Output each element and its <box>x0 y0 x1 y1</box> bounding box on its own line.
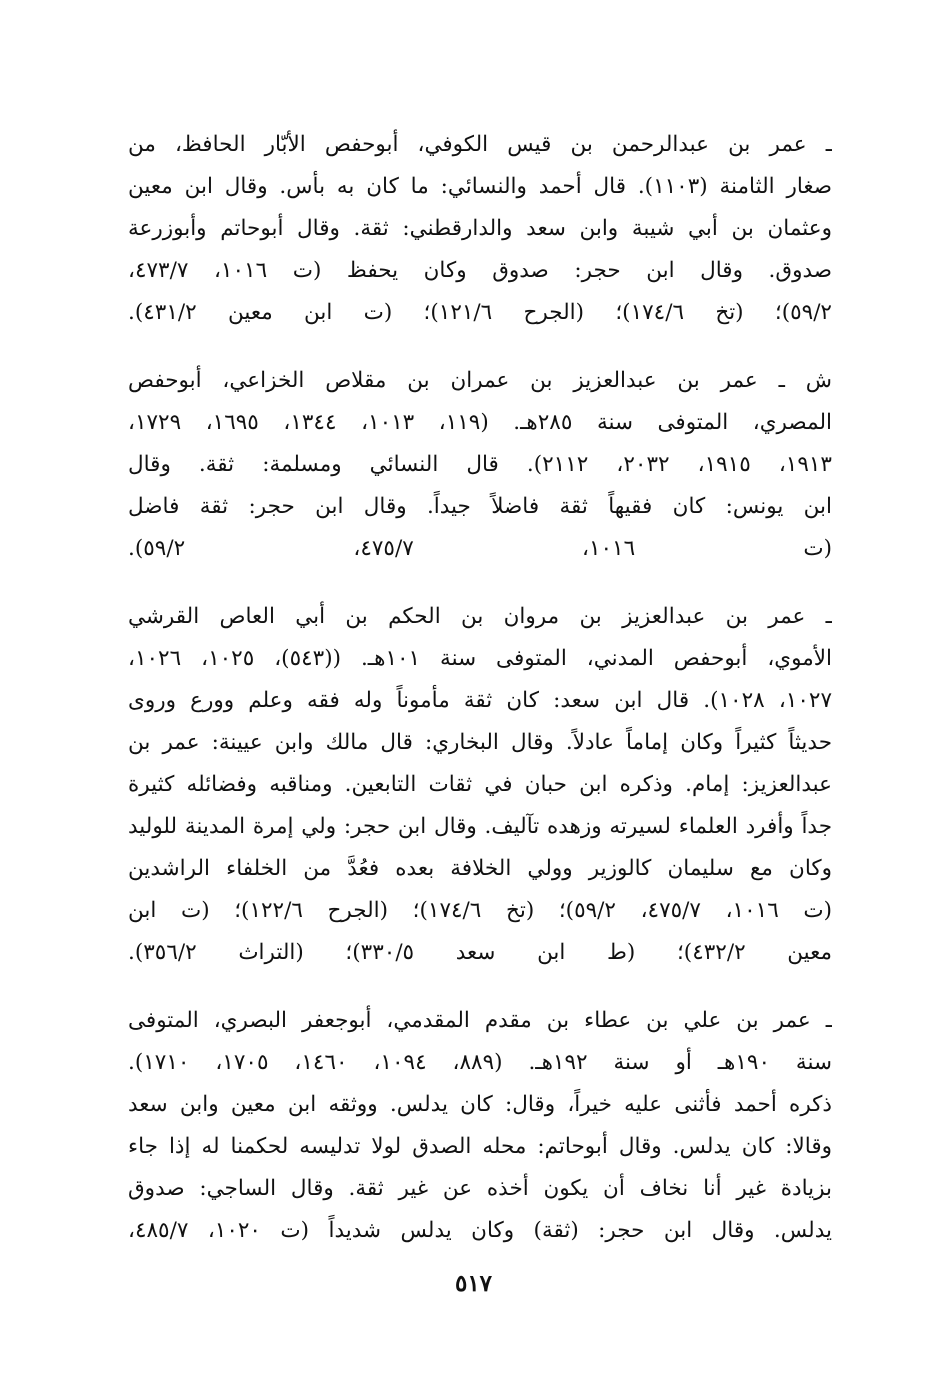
text-line: (ت ١٠١٦، ٤٧٥/٧، ٥٩/٢). <box>128 536 832 561</box>
text-line: ٥٩/٢)؛ (تخ ١٧٤/٦)؛ (الجرح ١٢١/٦)؛ (ت ابن معين ٤٣١/٢). <box>128 300 832 325</box>
text-line: حديثاً كثيراً وكان إماماً عادلاً. وقال البخاري: قال مالك وابن عيينة: عمر بن <box>128 730 832 755</box>
text-line: ـ عمر بن عبدالعزيز بن مروان بن الحكم بن أبي العاص القرشي <box>128 604 832 629</box>
text-line: ـ عمر بن علي بن عطاء بن مقدم المقدمي، أبوجعفر البصري، المتوفى <box>128 1008 832 1033</box>
text-line: ـ عمر بن عبدالرحمن بن قيس الكوفي، أبوحفص الأبّار الحافظ، من <box>128 132 832 157</box>
text-line: صغار الثامنة (١١٠٣). قال أحمد والنسائي: ما كان به بأس. وقال ابن معين <box>128 174 832 199</box>
text-line: الأموي، أبوحفص المدني، المتوفى سنة ١٠١هـ. ((٥٤٣)، ١٠٢٥، ١٠٢٦، <box>128 646 832 671</box>
text-line: ابن يونس: كان فقيهاً ثقة فاضلاً جيداً. وقال ابن حجر: ثقة فاضل <box>128 494 832 519</box>
text-line: ١٩١٣، ١٩١٥، ٢٠٣٢، ٢١١٢). قال النسائي ومسلمة: ثقة. وقال <box>128 452 832 477</box>
text-line: وكان مع سليمان كالوزير وولي الخلافة بعده فعُدَّ من الخلفاء الراشدين <box>128 856 832 881</box>
text-line: معين ٤٣٢/٢)؛ (ط ابن سعد ٣٣٠/٥)؛ (التراث ٣٥٦/٢). <box>128 940 832 965</box>
entry-umar-ibn-abdulrahman <box>128 124 832 334</box>
text-line: عبدالعزيز: إمام. وذكره ابن حبان في ثقات التابعين. ومناقبه وفضائله كثيرة <box>128 772 832 797</box>
text-line: وقالا: كان يدلس. وقال أبوحاتم: محله الصدق لولا تدليسه لحكمنا له إذا جاء <box>128 1134 832 1159</box>
text-line: صدوق. وقال ابن حجر: صدوق وكان يحفظ (ت ١٠١٦، ٤٧٣/٧، <box>128 258 832 283</box>
text-line: جداً وأفرد العلماء لسيرته وزهده تآليف. وقال ابن حجر: ولي إمرة المدينة للوليد <box>128 814 832 839</box>
entry-umar-ibn-ali <box>128 1000 832 1252</box>
text-line: سنة ١٩٠هـ أو سنة ١٩٢هـ. (٨٨٩، ١٠٩٤، ١٤٦٠، ١٧٠٥، ١٧١٠). <box>128 1050 832 1075</box>
text-line: وعثمان بن أبي شيبة وابن سعد والدارقطني: ثقة. وقال أبوحاتم وأبوزرعة <box>128 216 832 241</box>
entry-umar-ibn-abdulaziz-ibn-imran <box>128 360 832 570</box>
text-line: بزيادة غير أنا نخاف أن يكون أخذه عن غير ثقة. وقال الساجي: صدوق <box>128 1176 832 1201</box>
text-line: المصري، المتوفى سنة ٢٨٥هـ. (١١٩، ١٠١٣، ١٣٤٤، ١٦٩٥، ١٧٢٩، <box>128 410 832 435</box>
text-line: ش ـ عمر بن عبدالعزيز بن عمران بن مقلاص الخزاعي، أبوحفص <box>128 368 832 393</box>
entry-umar-ibn-abdulaziz-ibn-marwan <box>128 596 832 974</box>
text-line: (ت ١٠١٦، ٤٧٥/٧، ٥٩/٢)؛ (تخ ١٧٤/٦)؛ (الجرح ١٢٢/٦)؛ (ت ابن <box>128 898 832 923</box>
text-line: ذكره أحمد فأثنى عليه خيراً، وقال: كان يدلس. ووثقه ابن معين وابن سعد <box>128 1092 832 1117</box>
text-body <box>128 124 832 1278</box>
page-number: ٥١٧ <box>454 1270 493 1297</box>
text-line: ١٠٢٧، ١٠٢٨). قال ابن سعد: كان ثقة مأموناً وله فقه وعلم وورع وروى <box>128 688 832 713</box>
text-line: يدلس. وقال ابن حجر: (ثقة) وكان يدلس شديداً (ت ١٠٢٠، ٤٨٥/٧، <box>128 1218 832 1243</box>
